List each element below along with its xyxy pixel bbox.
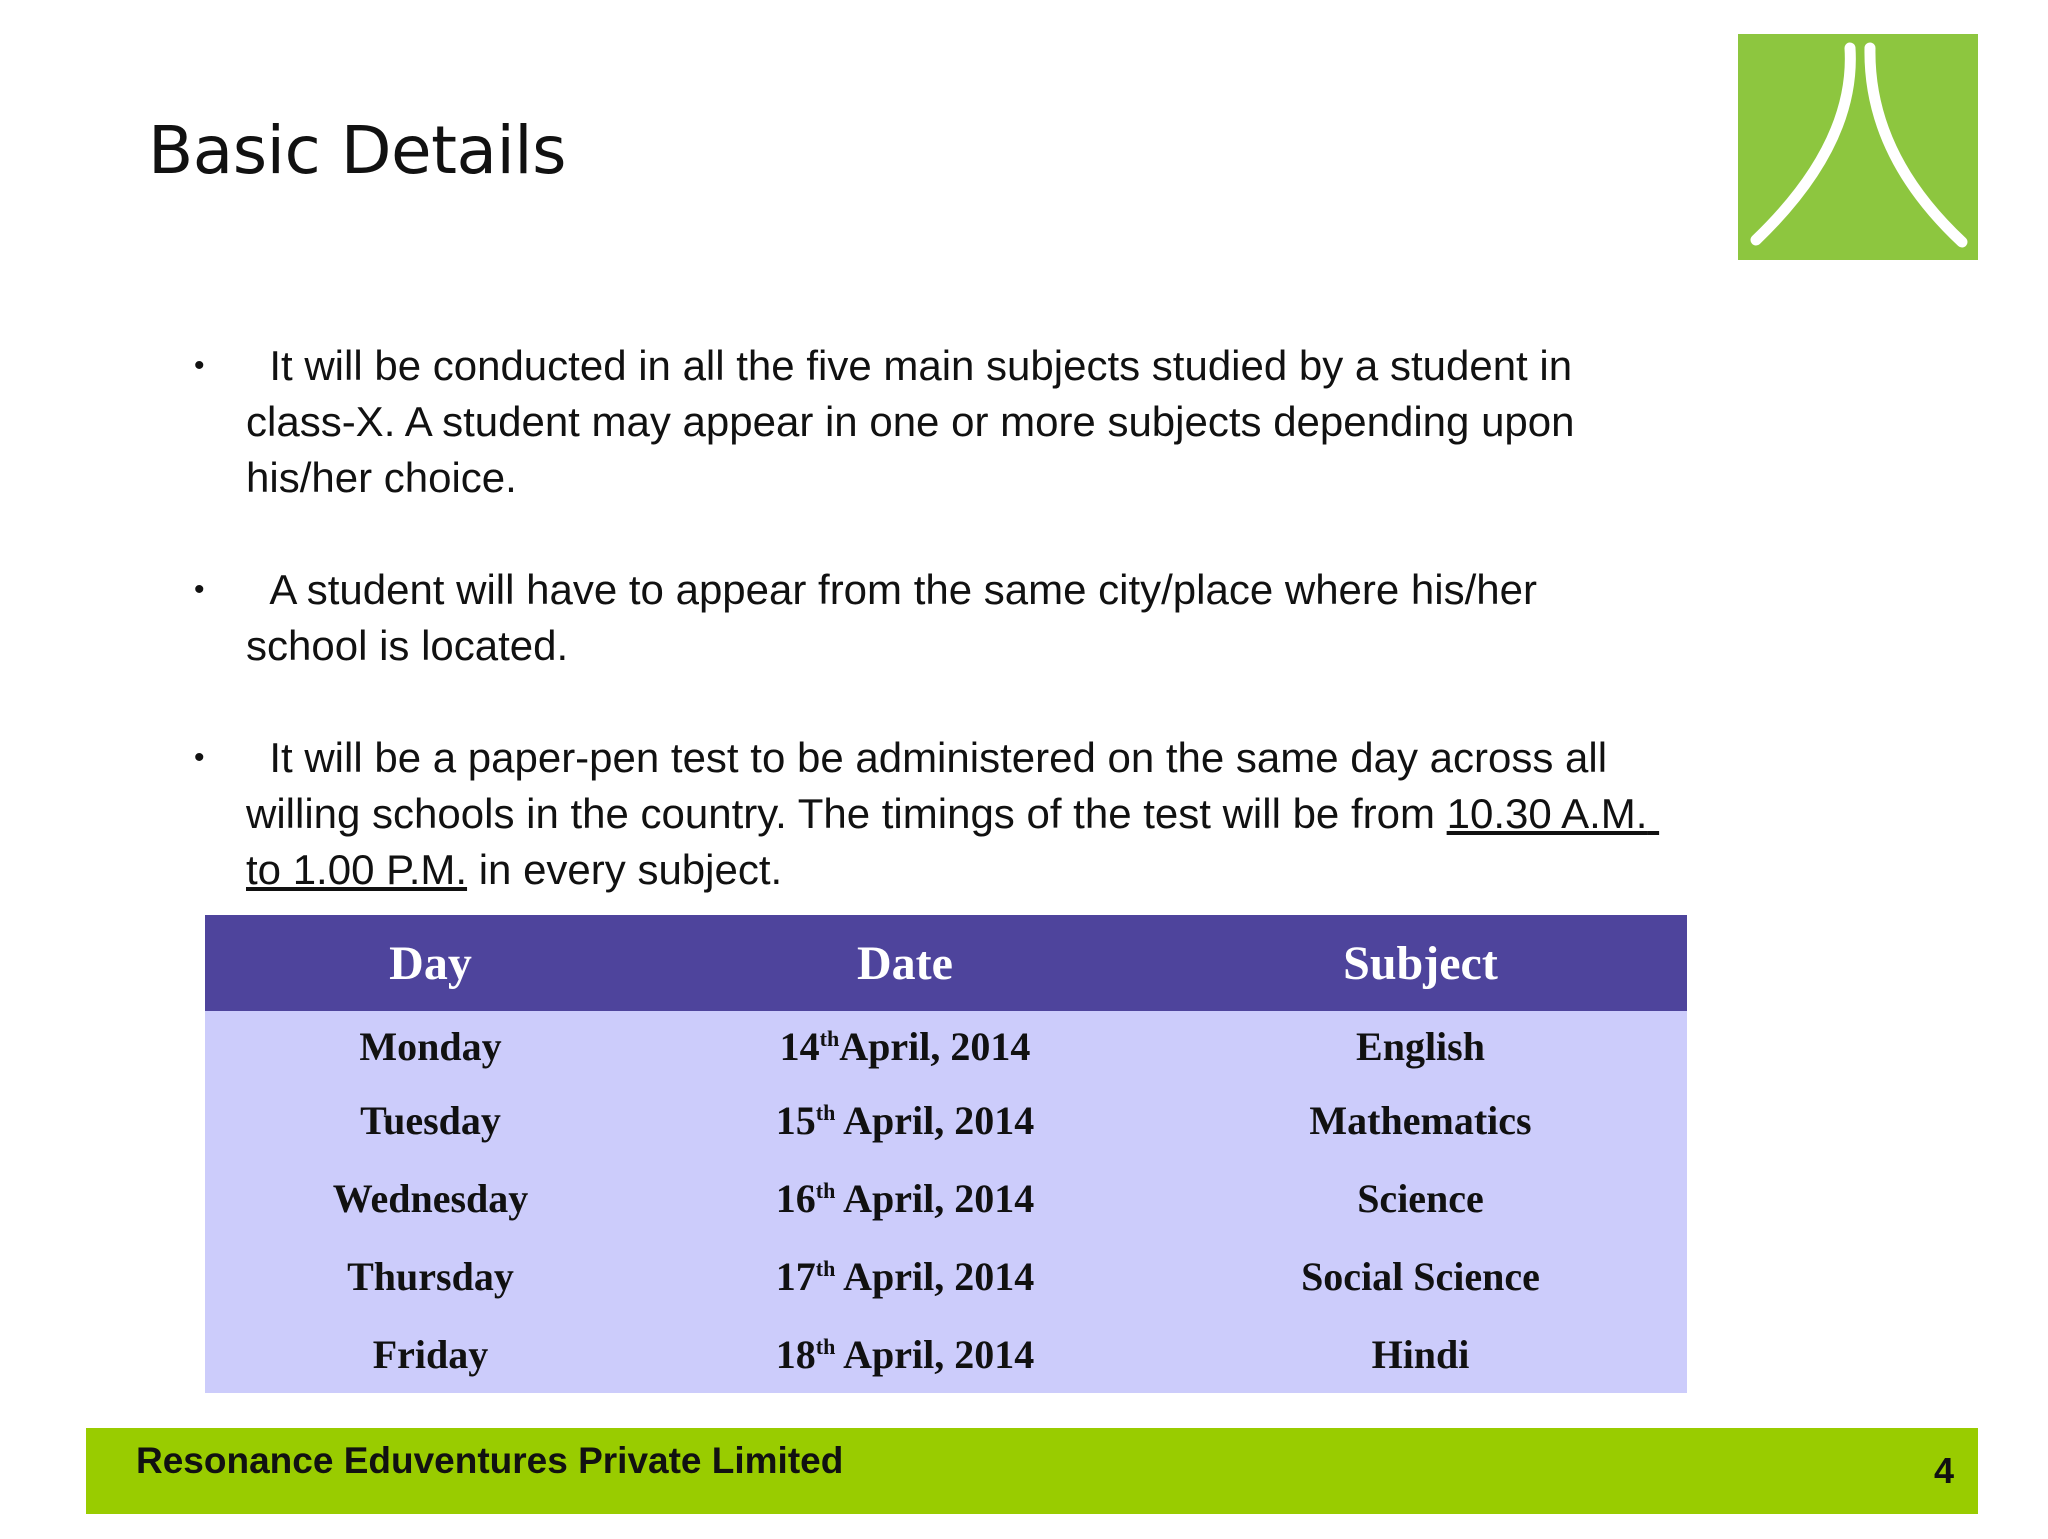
cell-date (656, 1315, 1154, 1393)
date-day-number: 18 (775, 1331, 816, 1377)
cell-subject: Mathematics (1154, 1081, 1687, 1159)
bullet-text (246, 734, 1659, 893)
bullet-marker: • (194, 741, 205, 774)
bullet-item (190, 338, 1670, 506)
bullet-list (190, 338, 1670, 954)
date-month-year: April, 2014 (835, 1331, 1035, 1377)
cell-subject: Hindi (1154, 1315, 1687, 1393)
cell-date (656, 1081, 1154, 1159)
cell-day: Tuesday (205, 1081, 656, 1159)
date-month-year: April, 2014 (839, 1023, 1031, 1069)
bullet-item (190, 562, 1670, 674)
date-month-year: April, 2014 (835, 1253, 1035, 1299)
bullet-text: It will be conducted in all the five main subjects studied by a student in class-X. A student may appear in one or more subjects depending upon his/her choice. (246, 342, 1587, 501)
table-row (205, 1159, 1687, 1237)
date-suffix: th (815, 1099, 836, 1125)
bullet-marker: • (194, 349, 205, 382)
table-row (205, 1315, 1687, 1393)
cell-subject: English (1154, 1011, 1687, 1081)
table-row (205, 1011, 1687, 1081)
slide-title: Basic Details (148, 112, 567, 189)
date-suffix: th (815, 1177, 836, 1203)
date-month-year: April, 2014 (835, 1097, 1035, 1143)
cell-date (656, 1011, 1154, 1081)
bullet-text: A student will have to appear from the same city/place where his/her school is located. (246, 566, 1549, 669)
date-suffix: th (819, 1025, 840, 1051)
cell-subject: Social Science (1154, 1237, 1687, 1315)
date-day-number: 17 (775, 1253, 816, 1299)
cell-date (656, 1237, 1154, 1315)
exam-schedule-table (205, 915, 1687, 1393)
date-month-year: April, 2014 (835, 1175, 1035, 1221)
cell-date (656, 1159, 1154, 1237)
cell-day: Friday (205, 1315, 656, 1393)
cell-day: Thursday (205, 1237, 656, 1315)
test-timing: 10.30 A.M. to 1.00 P.M. (246, 790, 1660, 893)
table-row (205, 1237, 1687, 1315)
table-header-row (205, 915, 1687, 1011)
bullet-marker: • (194, 573, 205, 606)
table-row (205, 1081, 1687, 1159)
bullet-text-start: It will be a paper-pen test to be administered on the same day across all willing schools in the country. The timings of the test will be from (246, 734, 1619, 837)
header-subject: Subject (1154, 915, 1687, 1011)
resonance-logo-icon (1738, 34, 1978, 260)
footer-bar (86, 1428, 1978, 1514)
cell-day: Wednesday (205, 1159, 656, 1237)
date-day-number: 16 (775, 1175, 816, 1221)
company-name: Resonance Eduventures Private Limited (136, 1440, 844, 1481)
bullet-text-end: in every subject. (467, 846, 783, 893)
header-date: Date (656, 915, 1154, 1011)
date-day-number: 14 (779, 1023, 820, 1069)
cell-day: Monday (205, 1011, 656, 1081)
header-day: Day (205, 915, 656, 1011)
cell-subject: Science (1154, 1159, 1687, 1237)
date-suffix: th (815, 1333, 836, 1359)
bullet-item (190, 730, 1670, 898)
page-number: 4 (1933, 1450, 1954, 1491)
date-day-number: 15 (775, 1097, 816, 1143)
date-suffix: th (815, 1255, 836, 1281)
